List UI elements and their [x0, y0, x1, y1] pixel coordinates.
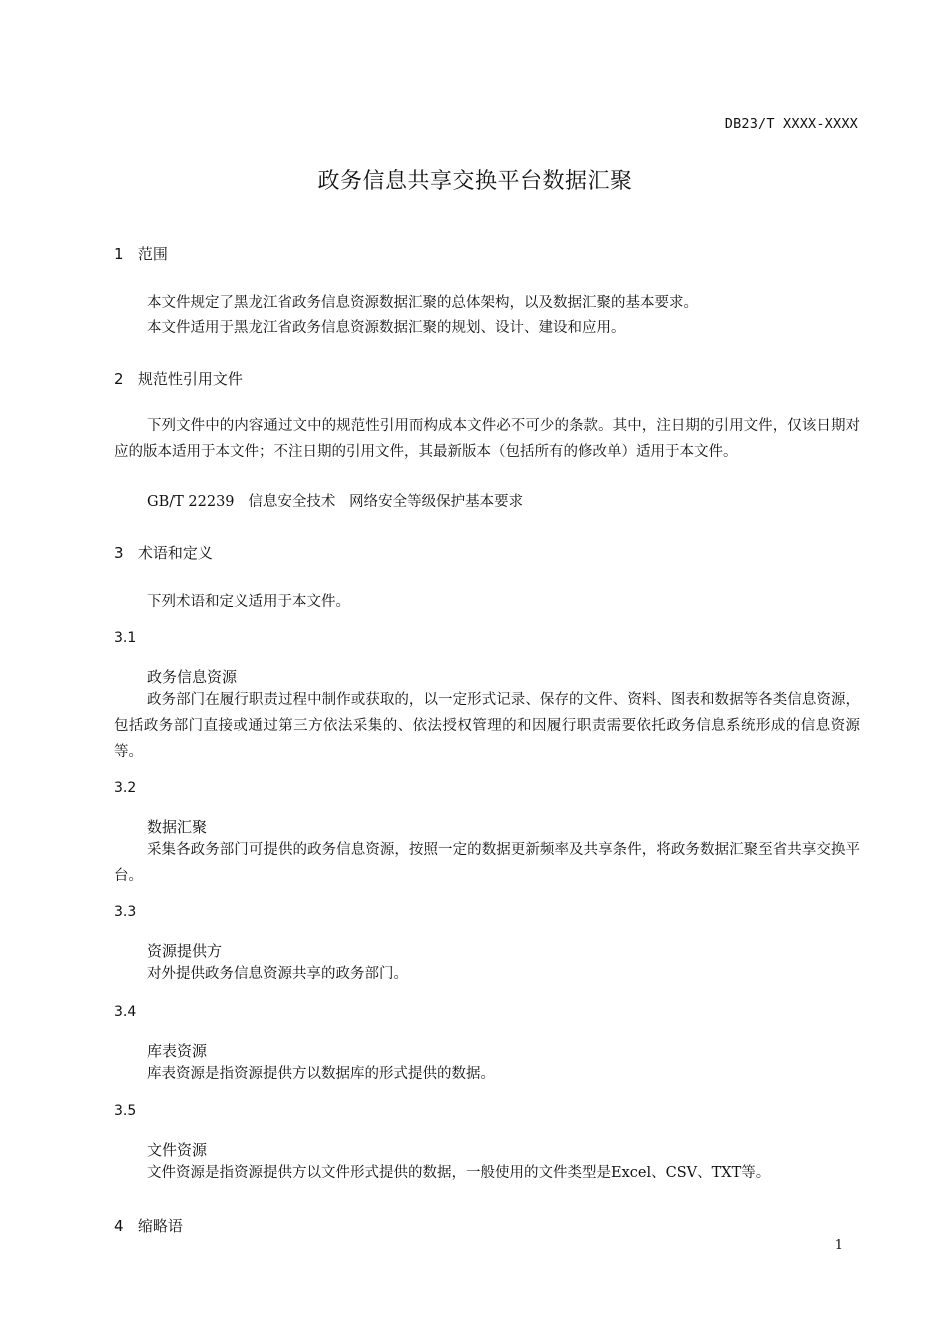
normative-reference: GB/T 22239 信息安全技术 网络安全等级保护基本要求: [147, 494, 524, 510]
term-definition: 政务部门在履行职责过程中制作或获取的，以一定形式记录、保存的文件、资料、图表和数据等各类信息资源，包括政务部门直接或通过第三方依法采集的、依法授权管理的和因履行职责需要依托政务信息系统形成的信息资源等。: [114, 692, 860, 760]
term-number: 3.3: [114, 904, 137, 920]
term-number: 3.4: [114, 1004, 137, 1020]
term-definition: 采集各政务部门可提供的政务信息资源，按照一定的数据更新频率及共享条件，将政务数据汇聚至省共享交换平台。: [114, 842, 860, 884]
term-number: 3.1: [114, 630, 137, 646]
section-3-heading: 3 术语和定义: [114, 544, 213, 562]
standard-code: DB23/T XXXX-XXXX: [724, 116, 858, 132]
section-2-heading: 2 规范性引用文件: [114, 370, 243, 388]
term-title: 数据汇聚: [147, 818, 208, 836]
term-title: 资源提供方: [147, 942, 223, 960]
document-title: 政务信息共享交换平台数据汇聚: [317, 169, 633, 194]
term-definition: 文件资源是指资源提供方以文件形式提供的数据，一般使用的文件类型是Excel、CSV、TXT等。: [147, 1165, 771, 1181]
section-2-paragraph: 下列文件中的内容通过文中的规范性引用而构成本文件必不可少的条款。其中，注日期的引用文件，仅该日期对应的版本适用于本文件；不注日期的引用文件，其最新版本（包括所有的修改单）适用于本文件。: [114, 418, 860, 460]
term-definition: 库表资源是指资源提供方以数据库的形式提供的数据。: [147, 1066, 495, 1082]
section-4-heading: 4 缩略语: [114, 1217, 183, 1235]
term-title: 政务信息资源: [147, 668, 238, 686]
term-title: 库表资源: [147, 1042, 208, 1060]
section-1-paragraph-2: 本文件适用于黑龙江省政务信息资源数据汇聚的规划、设计、建设和应用。: [147, 320, 626, 336]
term-title: 文件资源: [147, 1141, 208, 1159]
term-number: 3.2: [114, 780, 137, 796]
page-number: 1: [834, 1238, 843, 1253]
section-1-paragraph-1: 本文件规定了黑龙江省政务信息资源数据汇聚的总体架构，以及数据汇聚的基本要求。: [147, 295, 698, 311]
term-number: 3.5: [114, 1103, 137, 1119]
term-definition: 对外提供政务信息资源共享的政务部门。: [147, 966, 408, 982]
section-3-paragraph: 下列术语和定义适用于本文件。: [147, 594, 350, 610]
section-1-heading: 1 范围: [114, 245, 168, 263]
